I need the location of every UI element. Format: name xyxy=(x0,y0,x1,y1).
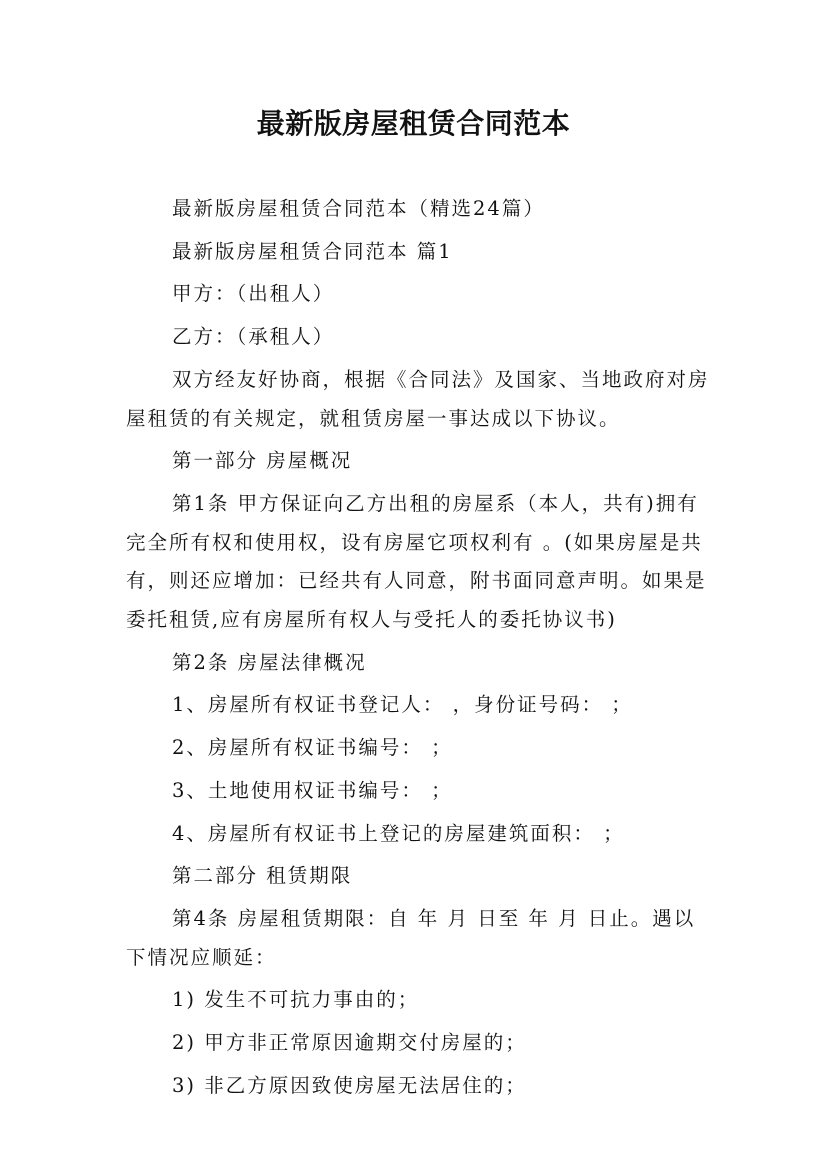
document-title: 最新版房屋租赁合同范本 xyxy=(256,107,571,140)
paragraph-item-2: 2、房屋所有权证书编号： ； xyxy=(172,736,453,760)
document-body xyxy=(126,190,711,1109)
paragraph-party-b: 乙方：（承租人） xyxy=(172,325,335,349)
paragraph-subtitle: 最新版房屋租赁合同范本（精选24篇） xyxy=(172,197,545,220)
paragraph-article-2-heading: 第2条 房屋法律概况 xyxy=(172,650,367,674)
paragraph-item-4: 4、房屋所有权证书上登记的房屋建筑面积： ； xyxy=(172,821,625,845)
paragraph-agreement-intro: 双方经友好协商，根据《合同法》及国家、当地政府对房屋租赁的有关规定，就租赁房屋一事达成以下协议。 xyxy=(126,367,710,430)
paragraph-item-1: 1、房屋所有权证书登记人： ，身份证号码： ； xyxy=(172,693,633,717)
paragraph-part-two-heading: 第二部分 租赁期限 xyxy=(172,864,353,888)
paragraph-extension-2: 2) 甲方非正常原因逾期交付房屋的； xyxy=(172,1031,527,1055)
paragraph-extension-1: 1) 发生不可抗力事由的； xyxy=(172,988,420,1012)
paragraph-article-1: 第1条 甲方保证向乙方出租的房屋系（本人，共有)拥有完全所有权和使用权，设有房屋它项权利有 。(如果房屋是共有，则还应增加：已经共有人同意，附书面同意声明。如果是委托租赁,应有房屋所有权人与受托人的委托协议书) xyxy=(126,491,707,632)
paragraph-section-heading: 最新版房屋租赁合同范本 篇1 xyxy=(172,239,453,263)
paragraph-part-one-heading: 第一部分 房屋概况 xyxy=(172,449,353,473)
paragraph-item-3: 3、土地使用权证书编号： ； xyxy=(172,778,453,802)
paragraph-extension-3: 3) 非乙方原因致使房屋无法居住的； xyxy=(172,1073,527,1097)
paragraph-party-a: 甲方：（出租人） xyxy=(172,282,335,306)
paragraph-article-4: 第4条 房屋租赁期限：自 年 月 日至 年 月 日止。遇以下情况应顺延： xyxy=(126,906,696,969)
